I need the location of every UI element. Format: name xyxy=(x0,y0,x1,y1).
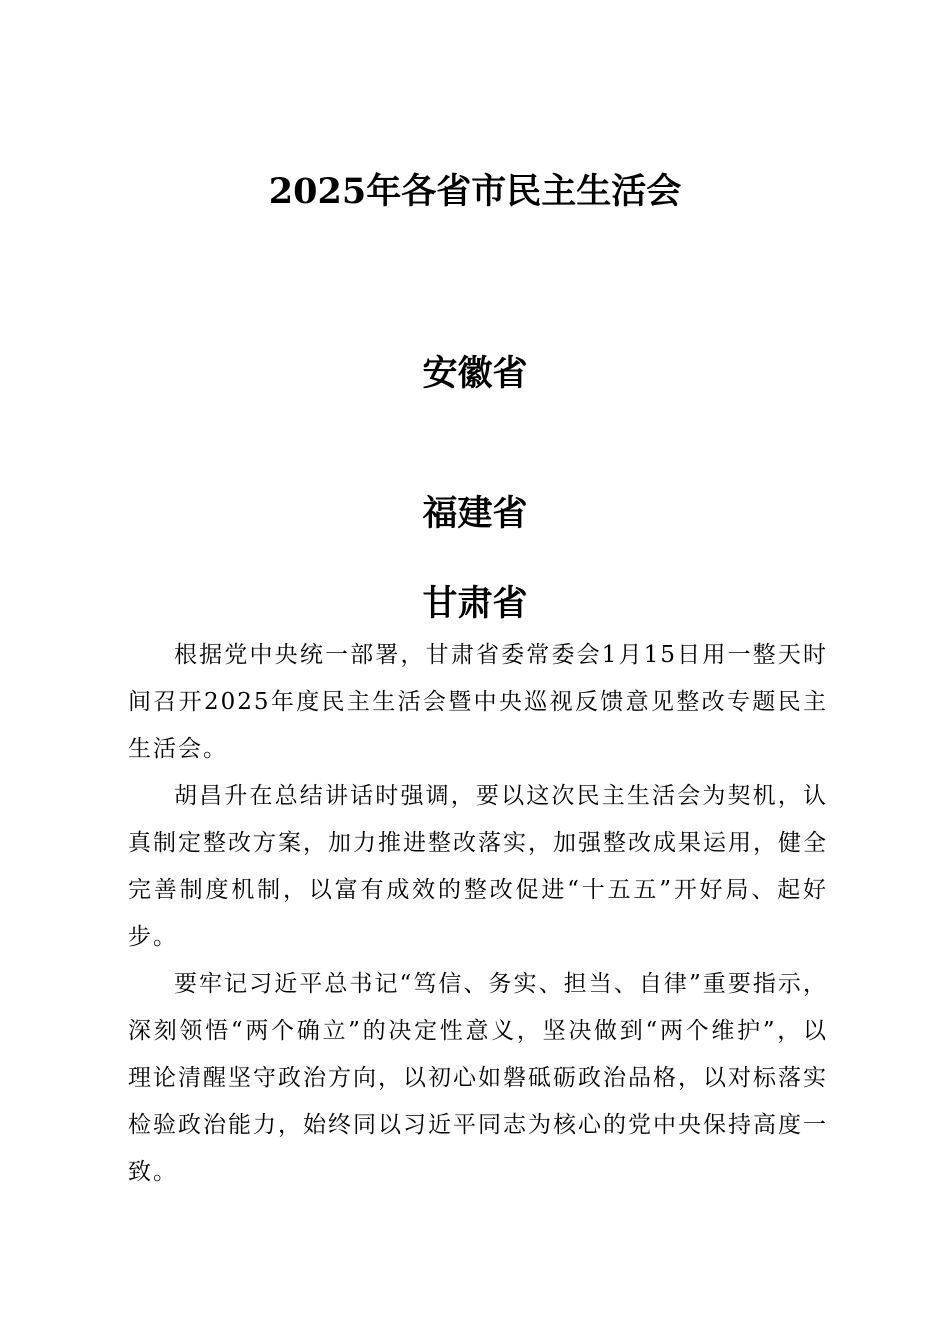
section-heading-anhui: 安徽省 xyxy=(422,353,528,394)
section-heading-gansu: 甘肃省 xyxy=(422,583,528,624)
body-paragraph: 根据党中央统一部署，甘肃省委常委会1月15日用一整天时间召开2025年度民主生活会暨中央巡视反馈意见整改专题民主生活会。 xyxy=(128,642,828,762)
body-paragraph: 要牢记习近平总书记“笃信、务实、担当、自律”重要指示，深刻领悟“两个确立”的决定性意义，坚决做到“两个维护”，以理论清醒坚守政治方向，以初心如磐砥砺政治品格，以对标落实检验政治能力，始终同以习近平同志为核心的党中央保持高度一致。 xyxy=(128,971,828,1185)
document-title: 2025年各省市民主生活会 xyxy=(268,171,682,212)
body-paragraph: 胡昌升在总结讲话时强调，要以这次民主生活会为契机，认真制定整改方案，加力推进整改落实，加强整改成果运用，健全完善制度机制，以富有成效的整改促进“十五五”开好局、起好步。 xyxy=(128,783,828,950)
section-heading-fujian: 福建省 xyxy=(422,493,528,534)
gansu-section-body xyxy=(128,632,828,1196)
